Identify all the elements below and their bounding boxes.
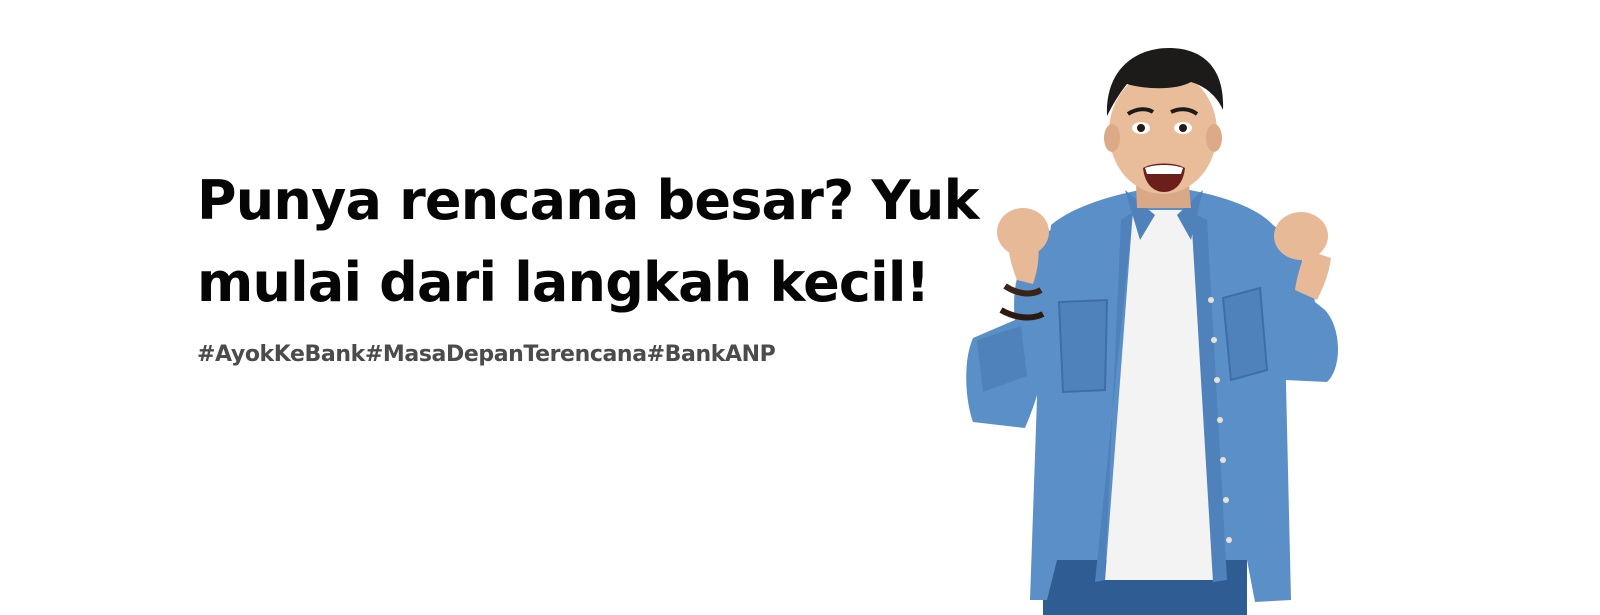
banner-hashtags: #AyokKeBank#MasaDepanTerencana#BankANP bbox=[197, 342, 776, 367]
left-fist bbox=[997, 208, 1049, 256]
banner-copy bbox=[197, 160, 979, 367]
right-fist bbox=[1274, 212, 1328, 260]
headline-line-2: mulai dari langkah kecil! bbox=[197, 251, 930, 314]
headline-line-1: Punya rencana besar? Yuk bbox=[197, 169, 979, 232]
excited-man-illustration bbox=[955, 40, 1375, 615]
banner-headline bbox=[197, 160, 979, 324]
